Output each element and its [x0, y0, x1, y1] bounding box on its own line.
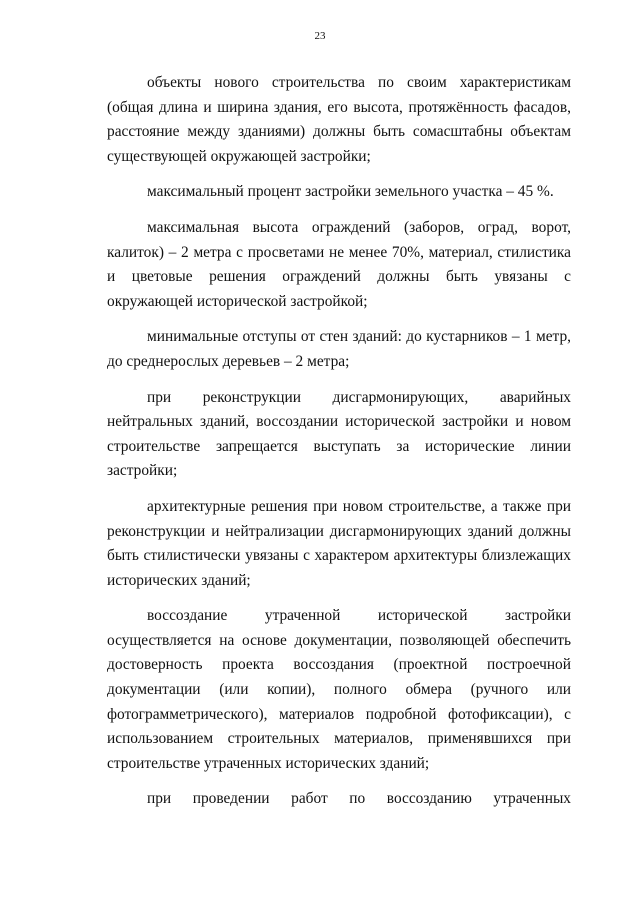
- paragraph-max-building-percent: максимальный процент застройки земельного участка – 45 %.: [147, 183, 554, 201]
- paragraph-reconstruction-works: при проведении работ по воссозданию утраченных: [147, 790, 571, 808]
- paragraph-building-lines: при реконструкции дисгармонирующих, аварийных нейтральных зданий, воссоздании исторической застройки и новом строительстве запрещается выступать за исторические линии застройки;: [107, 388, 571, 480]
- page-number: 23: [314, 30, 326, 42]
- paragraph-fence-height: максимальная высота ограждений (заборов, оград, ворот, калиток) – 2 метра с просветами не менее 70%, материал, стилистика и цветовые решения ограждений должны быть увязаны с окружающей исторической застройкой;: [107, 218, 571, 310]
- document-body: [107, 71, 571, 823]
- paragraph-reconstruction-documentation: воссоздание утраченной исторической застройки осуществляется на основе документации, позволяющей обеспечить достоверность проекта воссоздания (проектной построечной документации (или копии), полного обмера (ручного или фотограмметрического), материалов подробной фотофиксации), с использованием строительных материалов, применявшихся при строительстве утраченных исторических зданий;: [107, 607, 571, 772]
- paragraph-new-construction-scale: объекты нового строительства по своим характеристикам (общая длина и ширина здания, его высота, протяжённость фасадов, расстояние между зданиями) должны быть сомасштабны объектам существующей окружающей застройки;: [107, 74, 571, 165]
- paragraph-min-setbacks: минимальные отступы от стен зданий: до кустарников – 1 метр, до среднерослых деревьев – 2 метра;: [107, 328, 571, 370]
- paragraph-architectural-solutions: архитектурные решения при новом строительстве, а также при реконструкции и нейтрализации дисгармонирующих зданий должны быть стилистически увязаны с характером архитектуры близлежащих исторических зданий;: [107, 497, 571, 589]
